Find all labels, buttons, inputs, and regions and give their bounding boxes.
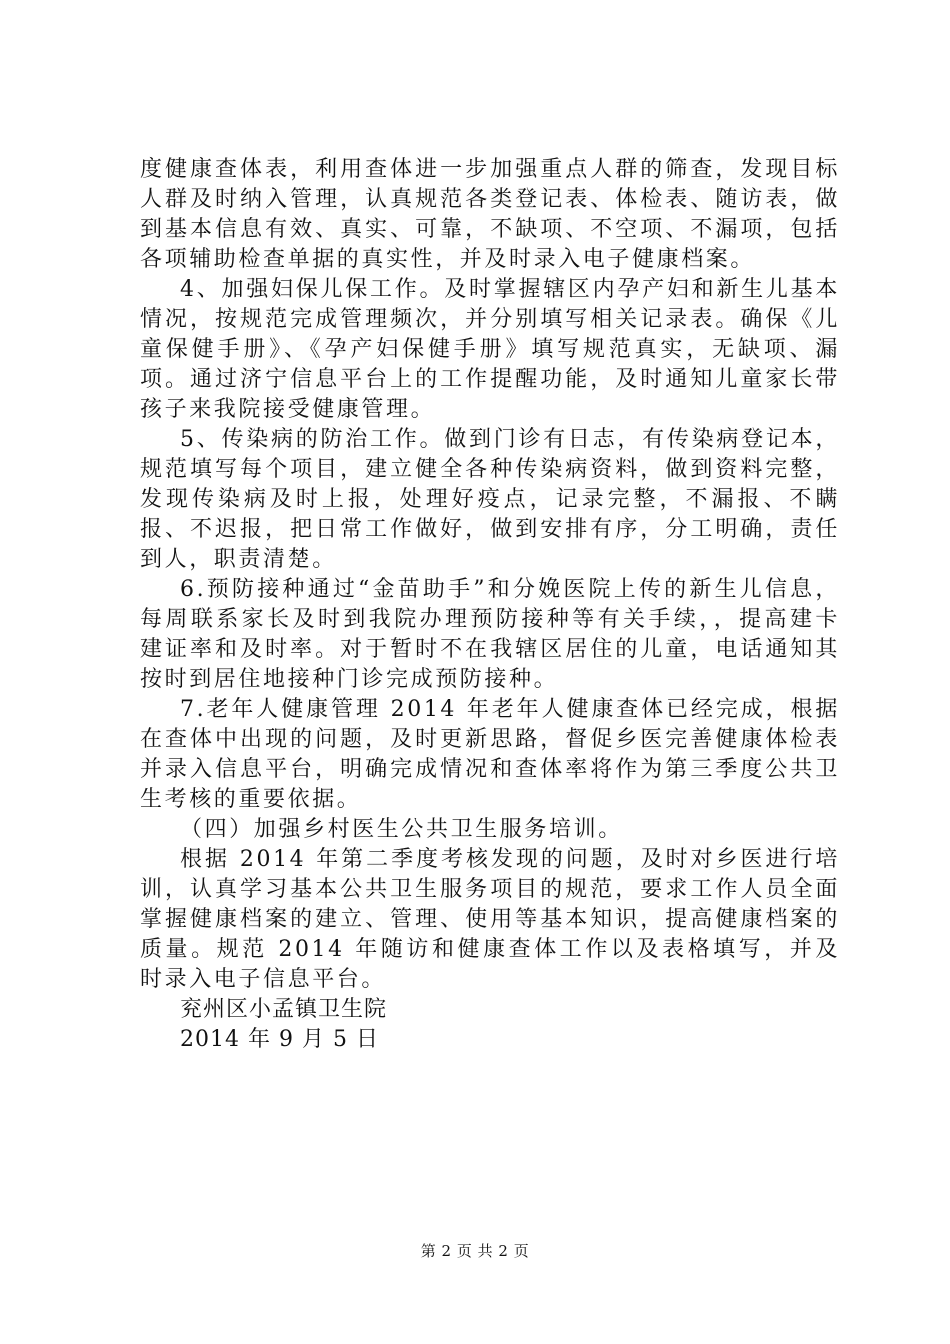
paragraph-vaccination: 6.预防接种通过“金苗助手”和分娩医院上传的新生儿信息，每周联系家长及时到我院办理预防接种等有关手续，，提高建卡建证率和及时率。对于暂时不在我辖区居住的儿童，电话通知其按时到居住地接种门诊完成预防接种。 [140,577,840,692]
paragraph-training: 根据 2014 年第二季度考核发现的问题，及时对乡医进行培训，认真学习基本公共卫生服务项目的规范，要求工作人员全面掌握健康档案的建立、管理、使用等基本知识，提高健康档案的质量。规范 2014 年随访和健康查体工作以及表格填写，并及时录入电子信息平台。 [140,847,840,992]
paragraph-infectious-disease: 5、传染病的防治工作。做到门诊有日志，有传染病登记本，规范填写每个项目，建立健全各种传染病资料，做到资料完整，发现传染病及时上报，处理好疫点，记录完整，不漏报、不瞒报、不迟报，把日常工作做好，做到安排有序，分工明确，责任到人，职责清楚。 [140,427,840,572]
document-body [140,155,840,1055]
signature-organization: 兖州区小孟镇卫生院 [180,997,388,1022]
page-number-footer: 第 2 页 共 2 页 [420,1242,530,1260]
section-heading-training: （四）加强乡村医生公共卫生服务培训。 [180,817,623,842]
paragraph-continuation: 度健康查体表，利用查体进一步加强重点人群的筛查，发现目标人群及时纳入管理，认真规范各类登记表、体检表、随访表，做到基本信息有效、真实、可靠，不缺项、不空项、不漏项，包括各项辅助检查单据的真实性，并及时录入电子健康档案。 [140,157,840,272]
signature-date: 2014 年 9 月 5 日 [180,1027,379,1052]
paragraph-elderly-health: 7.老年人健康管理 2014 年老年人健康查体已经完成，根据在查体中出现的问题，及时更新思路，督促乡医完善健康体检表并录入信息平台，明确完成情况和查体率将作为第三季度公共卫生考核的重要依据。 [140,697,840,812]
paragraph-maternal-child-health: 4、加强妇保儿保工作。及时掌握辖区内孕产妇和新生儿基本情况，按规范完成管理频次，并分别填写相关记录表。确保《儿童保健手册》、《孕产妇保健手册》填写规范真实，无缺项、漏项。通过济宁信息平台上的工作提醒功能，及时通知儿童家长带孩子来我院接受健康管理。 [140,277,840,422]
